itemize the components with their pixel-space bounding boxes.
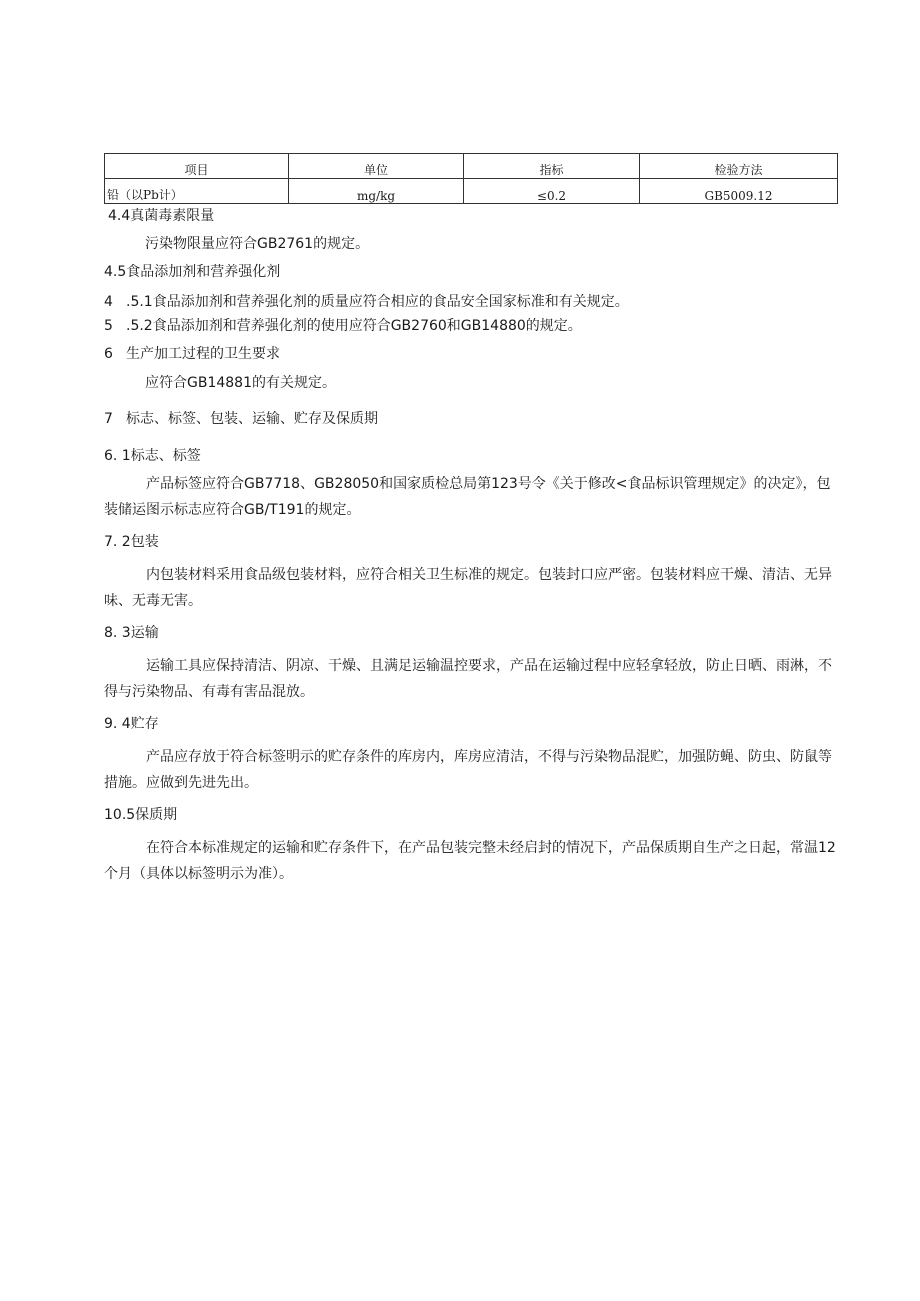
paragraph: 内包装材料采用食品级包装材料，应符合相关卫生标准的规定。包装封口应严密。包装材料应干燥、清洁、无异味、无毒无害。 [104, 567, 832, 609]
list-item-number: 4 [104, 294, 113, 310]
section-title: 9. 4贮存 [104, 716, 159, 732]
limit-table [104, 153, 838, 204]
table-cell: ≤0.2 [464, 179, 640, 204]
table-header-cell: 单位 [289, 154, 464, 179]
paragraph: 产品应存放于符合标签明示的贮存条件的库房内，库房应清洁，不得与污染物品混贮，加强防蝇、防虫、防鼠等措施。应做到先进先出。 [104, 749, 832, 791]
section-title [104, 344, 280, 364]
list-item [104, 316, 582, 336]
table-header-cell: 指标 [464, 154, 640, 179]
table-cell: 铅（以Pb计） [105, 179, 289, 204]
list-item-number: 5 [104, 318, 113, 334]
table-row [105, 179, 838, 204]
list-item [104, 292, 629, 312]
section-number: 7 [104, 411, 113, 427]
paragraph: 产品标签应符合GB7718、GB28050和国家质检总局第123号令《关于修改<食品标识管理规定》的决定》，包装储运图示标志应符合GB/T191的规定。 [104, 476, 831, 518]
paragraph: 在符合本标准规定的运输和贮存条件下，在产品包装完整未经启封的情况下，产品保质期自生产之日起，常温12个月（具体以标签明示为准）。 [104, 840, 836, 882]
section-title: 10.5保质期 [104, 807, 178, 823]
section-title [104, 409, 378, 429]
table-cell: mg/kg [289, 179, 464, 204]
list-item-text: .5.2食品添加剂和营养强化剂的使用应符合GB2760和GB14880的规定。 [126, 318, 582, 334]
paragraph: 应符合GB14881的有关规定。 [145, 375, 336, 391]
section-title-text: 生产加工过程的卫生要求 [126, 346, 280, 362]
section-title: 4.4真菌毒素限量 [108, 208, 215, 224]
table-header-cell: 检验方法 [640, 154, 838, 179]
table-header-cell: 项目 [105, 154, 289, 179]
section-title: 7. 2包装 [104, 534, 159, 550]
section-number: 6 [104, 346, 113, 362]
list-item-text: .5.1食品添加剂和营养强化剂的质量应符合相应的食品安全国家标准和有关规定。 [126, 294, 629, 310]
table-header-row [105, 154, 838, 179]
paragraph: 污染物限量应符合GB2761的规定。 [145, 236, 370, 252]
paragraph: 运输工具应保持清洁、阴凉、干燥、且满足运输温控要求，产品在运输过程中应轻拿轻放，防止日晒、雨淋，不得与污染物品、有毒有害品混放。 [104, 658, 832, 700]
table-cell: GB5009.12 [640, 179, 838, 204]
section-title: 4.5食品添加剂和营养强化剂 [104, 264, 281, 280]
section-title: 8. 3运输 [104, 625, 159, 641]
section-title-text: 标志、标签、包装、运输、贮存及保质期 [126, 411, 378, 427]
section-title: 6. 1标志、标签 [104, 448, 201, 464]
